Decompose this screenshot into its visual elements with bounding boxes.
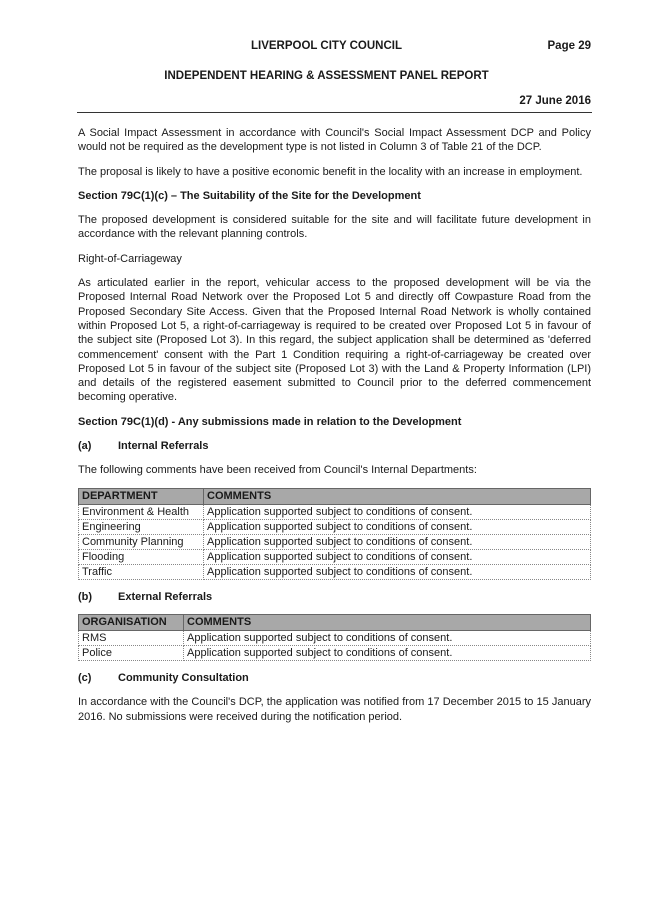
- comment-cell: Application supported subject to conditions of consent.: [204, 549, 591, 564]
- comment-cell: Application supported subject to conditions of consent.: [184, 630, 591, 645]
- subheading-label: (a): [78, 440, 92, 453]
- report-title: INDEPENDENT HEARING & ASSESSMENT PANEL REPORT: [164, 70, 489, 82]
- internal-referrals-table: [78, 488, 591, 580]
- column-header-comments: COMMENTS: [204, 488, 591, 504]
- organisation-cell: RMS: [79, 630, 184, 645]
- report-date: 27 June 2016: [519, 95, 591, 107]
- paragraph-economic: The proposal is likely to have a positive economic benefit in the locality with an increase in employment.: [78, 165, 583, 178]
- paragraph-internal-intro: The following comments have been received from Council's Internal Departments:: [78, 464, 477, 477]
- paragraph-suitability: The proposed development is considered suitable for the site and will facilitate future development in accordance with the relevant planning controls.: [78, 214, 591, 241]
- table-row: [79, 630, 591, 645]
- subheading-community-consultation: [78, 671, 591, 685]
- comment-cell: Application supported subject to conditions of consent.: [204, 534, 591, 549]
- section-heading-suitability: Section 79C(1)(c) – The Suitability of the Site for the Development: [78, 189, 421, 202]
- department-cell: Flooding: [79, 549, 204, 564]
- subheading-external-referrals: [78, 590, 591, 604]
- subheading-internal-referrals: [78, 439, 591, 453]
- subheading-title: Internal Referrals: [118, 440, 209, 453]
- department-cell: Traffic: [79, 564, 204, 579]
- paragraph-social-impact: A Social Impact Assessment in accordance with Council's Social Impact Assessment DCP and Policy would not be required as the development type is not listed in Column 3 of Table 21 of the DCP.: [78, 127, 591, 154]
- paragraph-consultation: In accordance with the Council's DCP, the application was notified from 17 December 2015 to 15 January 2016. No submissions were received during the notification period.: [78, 696, 591, 723]
- comment-cell: Application supported subject to conditions of consent.: [204, 519, 591, 534]
- department-cell: Environment & Health: [79, 504, 204, 519]
- table-row: [79, 504, 591, 519]
- external-referrals-table: [78, 614, 591, 661]
- comment-cell: Application supported subject to conditions of consent.: [204, 504, 591, 519]
- organisation-cell: Police: [79, 645, 184, 660]
- subheading-title: External Referrals: [118, 590, 213, 603]
- column-header-department: DEPARTMENT: [79, 488, 204, 504]
- table-row: [79, 519, 591, 534]
- table-row: [79, 645, 591, 660]
- section-heading-submissions: Section 79C(1)(d) - Any submissions made in relation to the Development: [78, 415, 462, 428]
- subheading-title: Community Consultation: [118, 671, 249, 684]
- header-divider: [77, 112, 592, 113]
- department-cell: Community Planning: [79, 534, 204, 549]
- subheading-right-of-carriageway: Right-of-Carriageway: [78, 252, 182, 265]
- table-row: [79, 564, 591, 579]
- table-header-row: [79, 488, 591, 504]
- subheading-label: (c): [78, 671, 92, 684]
- comment-cell: Application supported subject to conditions of consent.: [184, 645, 591, 660]
- table-row: [79, 534, 591, 549]
- column-header-comments: COMMENTS: [184, 614, 591, 630]
- column-header-organisation: ORGANISATION: [79, 614, 184, 630]
- comment-cell: Application supported subject to conditions of consent.: [204, 564, 591, 579]
- subheading-label: (b): [78, 590, 93, 603]
- report-body: [78, 126, 591, 734]
- table-row: [79, 549, 591, 564]
- table-header-row: [79, 614, 591, 630]
- council-name: LIVERPOOL CITY COUNCIL: [250, 40, 402, 52]
- page-number: Page 29: [547, 40, 591, 52]
- paragraph-right-of-carriageway: As articulated earlier in the report, vehicular access to the proposed development will be via the Proposed Internal Road Network over the Proposed Lot 5 and directly off Cowpasture Road from the Proposed Secondary Site Access. Given that the Proposed Internal Road Network is wholly contained within Proposed Lot 5, a right-of-carriageway is required to be created over Proposed Lot 5 in favour of the subject site (Proposed Lot 3). In this regard, the subject application shall be determined as 'deferred commencement' consent with the Part 1 Condition requiring a right-of-carriageway be created over Proposed Lot 5 in favour of the subject site (Proposed Lot 3) with the Land & Property Information (LPI) and details of the registered easement submitted to Council prior to the deferred commencement becoming operative.: [78, 277, 591, 404]
- department-cell: Engineering: [79, 519, 204, 534]
